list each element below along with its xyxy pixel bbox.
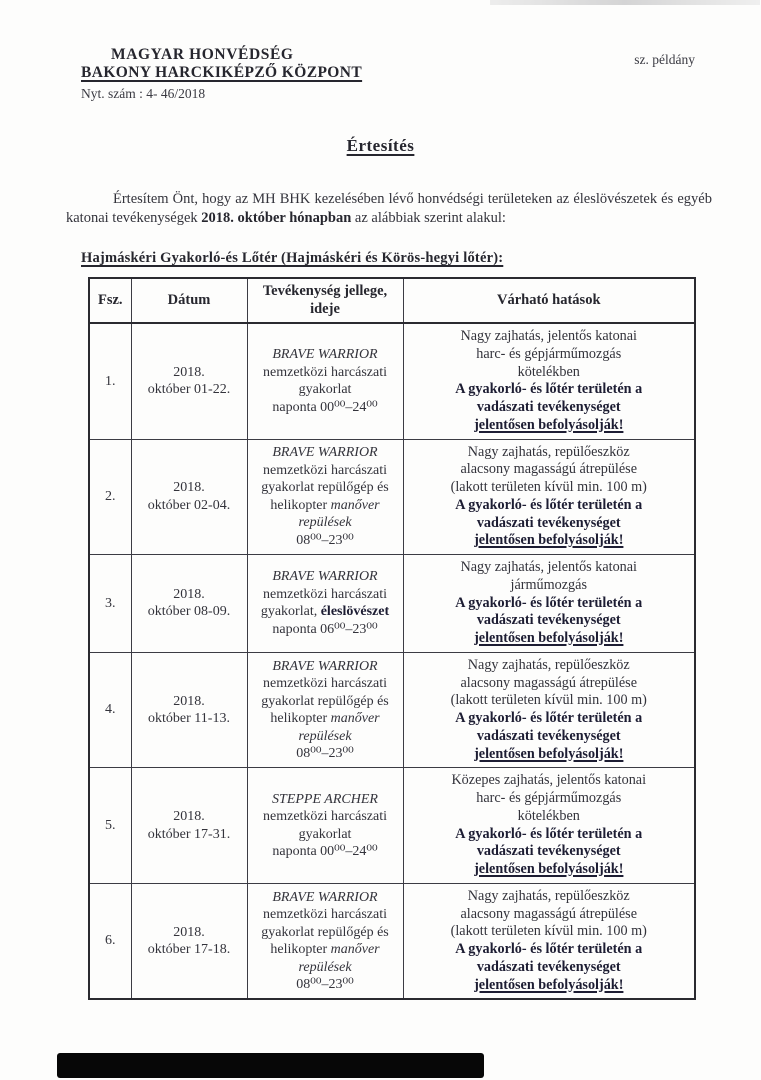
cell-line: Nagy zajhatás, jelentős katonai — [460, 328, 637, 345]
cell-line: vadászati tevékenységet — [476, 514, 621, 531]
cell-line: Nagy zajhatás, repülőeszköz — [467, 443, 630, 460]
cell-line: helikopter manőver — [270, 497, 380, 513]
cell-line: (lakott területen kívül min. 100 m) — [450, 479, 647, 496]
cell-line: 2018. — [173, 693, 205, 709]
cell-line: gyakorlat repülőgép és — [261, 924, 389, 940]
cell-line: 2018. — [173, 924, 205, 940]
cell-line: BRAVE WARRIOR — [272, 445, 378, 461]
letterhead — [0, 0, 761, 102]
activity-cell — [247, 439, 403, 555]
schedule-table — [88, 277, 696, 1000]
cell-line: jelentősen befolyásolják! — [474, 532, 624, 549]
intro-text-suffix: az alábbiak szerint alakul: — [351, 210, 506, 227]
cell-line: jelentősen befolyásolják! — [474, 416, 624, 433]
registry-number: Nyt. szám : 4- 46/2018 — [81, 86, 206, 101]
cell-line: A gyakorló- és lőtér területén a — [455, 594, 643, 611]
cell-line: 08⁰⁰–23⁰⁰ — [296, 977, 354, 993]
activity-cell — [247, 883, 403, 999]
cell-line: BRAVE WARRIOR — [272, 889, 378, 905]
cell-line: Nagy zajhatás, jelentős katonai — [460, 559, 637, 576]
cell-line: járműmozgás — [510, 576, 587, 593]
cell-line: A gyakorló- és lőtér területén a — [455, 381, 643, 398]
activity-cell — [247, 323, 403, 439]
cell-line: helikopter manőver — [270, 942, 380, 958]
cell-line: nemzetközi harcászati — [263, 364, 387, 380]
cell-line: 08⁰⁰–23⁰⁰ — [296, 746, 354, 762]
cell-line: kötelékben — [517, 363, 580, 380]
cell-line: harc- és gépjárműmozgás — [476, 345, 622, 362]
effects-cell — [403, 883, 695, 999]
header-row — [89, 278, 695, 323]
cell-line: gyakorlat repülőgép és — [261, 480, 389, 496]
cell-line: 2018. — [173, 809, 205, 825]
cell-line: nemzetközi harcászati — [263, 586, 387, 602]
date-cell — [131, 883, 247, 999]
column-header-0: Fsz. — [89, 278, 131, 323]
cell-line: A gyakorló- és lőtér területén a — [455, 496, 643, 513]
column-header-3: Várható hatások — [403, 278, 695, 323]
effects-cell — [403, 768, 695, 884]
cell-line: október 08-09. — [147, 604, 231, 620]
effects-cell — [403, 652, 695, 768]
cell-line: nemzetközi harcászati — [263, 809, 387, 825]
table-row — [89, 768, 695, 884]
cell-line: jelentősen befolyásolják! — [474, 861, 624, 878]
table-row — [89, 323, 695, 439]
cell-line: nemzetközi harcászati — [263, 907, 387, 923]
row-number-cell: 4. — [89, 652, 131, 768]
cell-line: alacsony magasságú átrepülése — [460, 905, 637, 922]
section-heading: Hajmáskéri Gyakorló-és Lőtér (Hajmáskéri és Körös-hegyi lőtér): — [81, 250, 504, 267]
cell-line: STEPPE ARCHER — [272, 791, 378, 807]
row-number-cell: 6. — [89, 883, 131, 999]
table-row — [89, 555, 695, 653]
cell-line: jelentősen befolyásolják! — [474, 976, 624, 993]
cell-line: október 11-13. — [148, 711, 230, 727]
schedule-table-body — [89, 323, 695, 999]
activity-cell — [247, 768, 403, 884]
cell-line: Nagy zajhatás, repülőeszköz — [467, 887, 630, 904]
intro-text-prefix: Értesítem Önt, hogy az MH BHK kezelésében lévő honvédségi területeken az éleslövészetek és egyéb katonai tevékenységek — [66, 191, 712, 227]
effects-cell — [403, 323, 695, 439]
cell-line: nemzetközi harcászati — [263, 676, 387, 692]
cell-line: 2018. — [173, 586, 205, 602]
cell-line: naponta 06⁰⁰–23⁰⁰ — [272, 621, 378, 637]
cell-line: vadászati tevékenységet — [476, 843, 621, 860]
cell-line: BRAVE WARRIOR — [272, 658, 378, 674]
cell-line: naponta 00⁰⁰–24⁰⁰ — [272, 399, 378, 415]
date-cell — [131, 439, 247, 555]
cell-line: repülések — [298, 728, 352, 744]
cell-line: harc- és gépjárműmozgás — [476, 790, 622, 807]
cell-line: naponta 00⁰⁰–24⁰⁰ — [272, 844, 378, 860]
table-row — [89, 652, 695, 768]
cell-line: (lakott területen kívül min. 100 m) — [450, 923, 647, 940]
scan-artifact-bar — [57, 1053, 484, 1078]
org-name-line2: BAKONY HARCKIKÉPZŐ KÖZPONT — [81, 64, 363, 81]
cell-line: jelentősen befolyásolják! — [474, 630, 624, 647]
cell-line: 2018. — [173, 364, 205, 380]
row-number-cell: 5. — [89, 768, 131, 884]
cell-line: helikopter manőver — [270, 711, 380, 727]
cell-line: gyakorlat — [298, 826, 352, 842]
cell-line: (lakott területen kívül min. 100 m) — [450, 692, 647, 709]
cell-line: vadászati tevékenységet — [476, 612, 621, 629]
cell-line: október 17-31. — [147, 826, 231, 842]
column-header-2: Tevékenység jellege, ideje — [247, 278, 403, 323]
date-cell — [131, 323, 247, 439]
cell-line: kötelékben — [517, 807, 580, 824]
cell-line: gyakorlat repülőgép és — [261, 693, 389, 709]
activity-cell — [247, 555, 403, 653]
table-row — [89, 439, 695, 555]
intro-text-bold-month: 2018. október hónapban — [201, 210, 352, 227]
cell-line: A gyakorló- és lőtér területén a — [455, 710, 643, 727]
cell-line: A gyakorló- és lőtér területén a — [455, 941, 643, 958]
cell-line: Közepes zajhatás, jelentős katonai — [451, 772, 647, 789]
cell-line: BRAVE WARRIOR — [272, 347, 378, 363]
cell-line: repülések — [298, 515, 352, 531]
cell-line: gyakorlat, éleslövészet — [260, 604, 390, 620]
table-row — [89, 883, 695, 999]
cell-line: október 02-04. — [147, 497, 231, 513]
row-number-cell: 2. — [89, 439, 131, 555]
cell-line: repülések — [298, 959, 352, 975]
row-number-cell: 1. — [89, 323, 131, 439]
cell-line: gyakorlat — [298, 382, 352, 398]
copy-number-label: sz. példány — [634, 52, 695, 67]
cell-line: vadászati tevékenységet — [476, 727, 621, 744]
effects-cell — [403, 555, 695, 653]
activity-cell — [247, 652, 403, 768]
cell-line: nemzetközi harcászati — [263, 462, 387, 478]
cell-line: vadászati tevékenységet — [476, 399, 621, 416]
row-number-cell: 3. — [89, 555, 131, 653]
effects-cell — [403, 439, 695, 555]
date-cell — [131, 768, 247, 884]
date-cell — [131, 652, 247, 768]
cell-line: vadászati tevékenységet — [476, 958, 621, 975]
cell-line: BRAVE WARRIOR — [272, 569, 378, 585]
cell-line: 2018. — [173, 480, 205, 496]
date-cell — [131, 555, 247, 653]
cell-line: október 17-18. — [147, 942, 231, 958]
org-name-line1: MAGYAR HONVÉDSÉG — [111, 46, 294, 63]
cell-line: alacsony magasságú átrepülése — [460, 461, 637, 478]
cell-line: október 01-22. — [147, 382, 231, 398]
intro-paragraph — [66, 190, 712, 228]
document-title: Értesítés — [346, 136, 415, 155]
cell-line: alacsony magasságú átrepülése — [460, 674, 637, 691]
column-header-1: Dátum — [131, 278, 247, 323]
cell-line: A gyakorló- és lőtér területén a — [455, 825, 643, 842]
cell-line: jelentősen befolyásolják! — [474, 745, 624, 762]
cell-line: 08⁰⁰–23⁰⁰ — [296, 532, 354, 548]
cell-line: Nagy zajhatás, repülőeszköz — [467, 656, 630, 673]
schedule-table-head — [89, 278, 695, 323]
